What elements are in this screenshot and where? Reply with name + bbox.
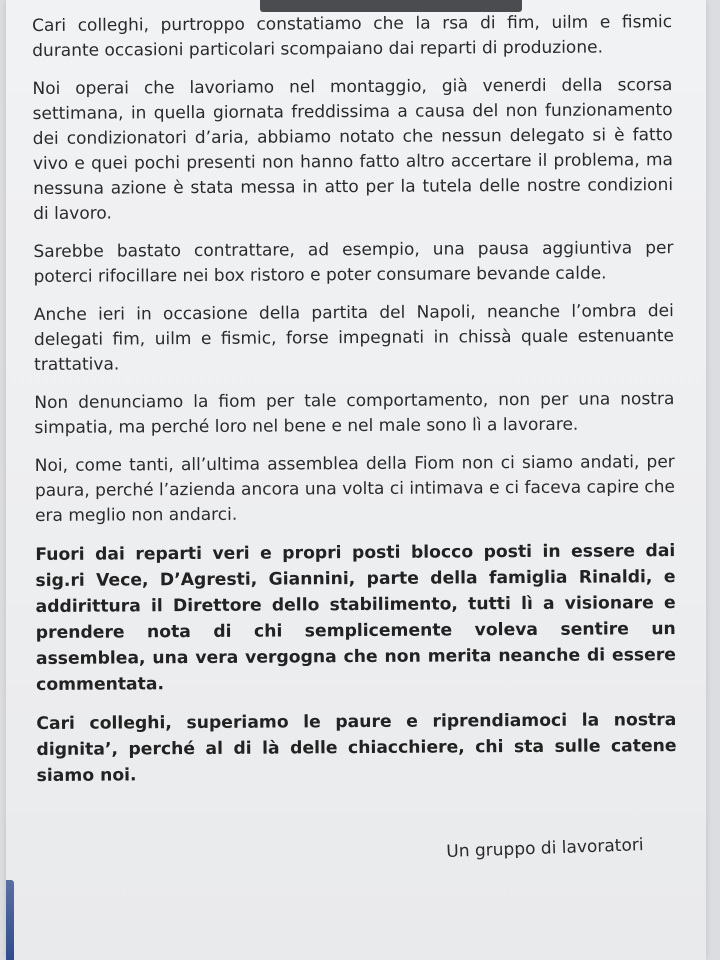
signature: Un gruppo di lavoratori xyxy=(446,835,644,862)
paragraph-posti-blocco: Fuori dai reparti veri e propri posti blocco posti in essere dai sig.ri Vece, D’Agresti, Giannini, parte della famiglia Rinaldi, e addirittura il Direttore dello stabilimento, tutti lì a visionare e prendere nota di chi semplicemente voleva sentire un assemblea, una vera vergogna che non merita neanche di essere commentata. xyxy=(35,541,676,695)
letter-body xyxy=(32,10,677,802)
paragraph-fiom: Non denunciamo la fiom per tale comportamento, non per una nostra simpatia, ma perché loro nel bene e nel male sono lì a lavorare. xyxy=(34,389,675,438)
paragraph-intro: Cari colleghi, purtroppo constatiamo che la rsa di fim, uilm e fismic durante occasioni particolari scompaiano dai reparti di produzione. xyxy=(32,12,673,61)
tape-strip xyxy=(260,0,522,12)
paragraph-pausa: Sarebbe bastato contrattare, ad esempio, una pausa aggiuntiva per poterci rifocillare nei box ristoro e poter consumare bevande calde. xyxy=(33,238,674,287)
edge-object xyxy=(6,880,14,960)
paragraph-assemblea: Noi, come tanti, all’ultima assemblea della Fiom non ci siamo andati, per paura, perché l’azienda ancora una volta ci intimava e ci faceva capire che era meglio non andarci. xyxy=(34,452,675,526)
paragraph-napoli: Anche ieri in occasione della partita del Napoli, neanche l’ombra dei delegati fim, uilm e fismic, forse impegnati in chissà quale estenuante trattativa. xyxy=(33,301,675,375)
paragraph-montaggio: Noi operai che lavoriamo nel montaggio, già venerdi della scorsa settimana, in quella giornata freddissima a causa del non funzionamento dei condizionatori d’aria, abbiamo notato che nessun delegato si è fatto vivo e quei pochi presenti non hanno fatto altro accertare il problema, ma nessuna azione è stata messa in atto per la tutela delle nostre condizioni di lavoro. xyxy=(32,75,674,224)
paragraph-dignita: Cari colleghi, superiamo le paure e riprendiamoci la nostra dignita’, perché al di là delle chiacchiere, chi sta sulle catene siamo noi. xyxy=(36,710,677,786)
paper-sheet xyxy=(6,0,706,960)
